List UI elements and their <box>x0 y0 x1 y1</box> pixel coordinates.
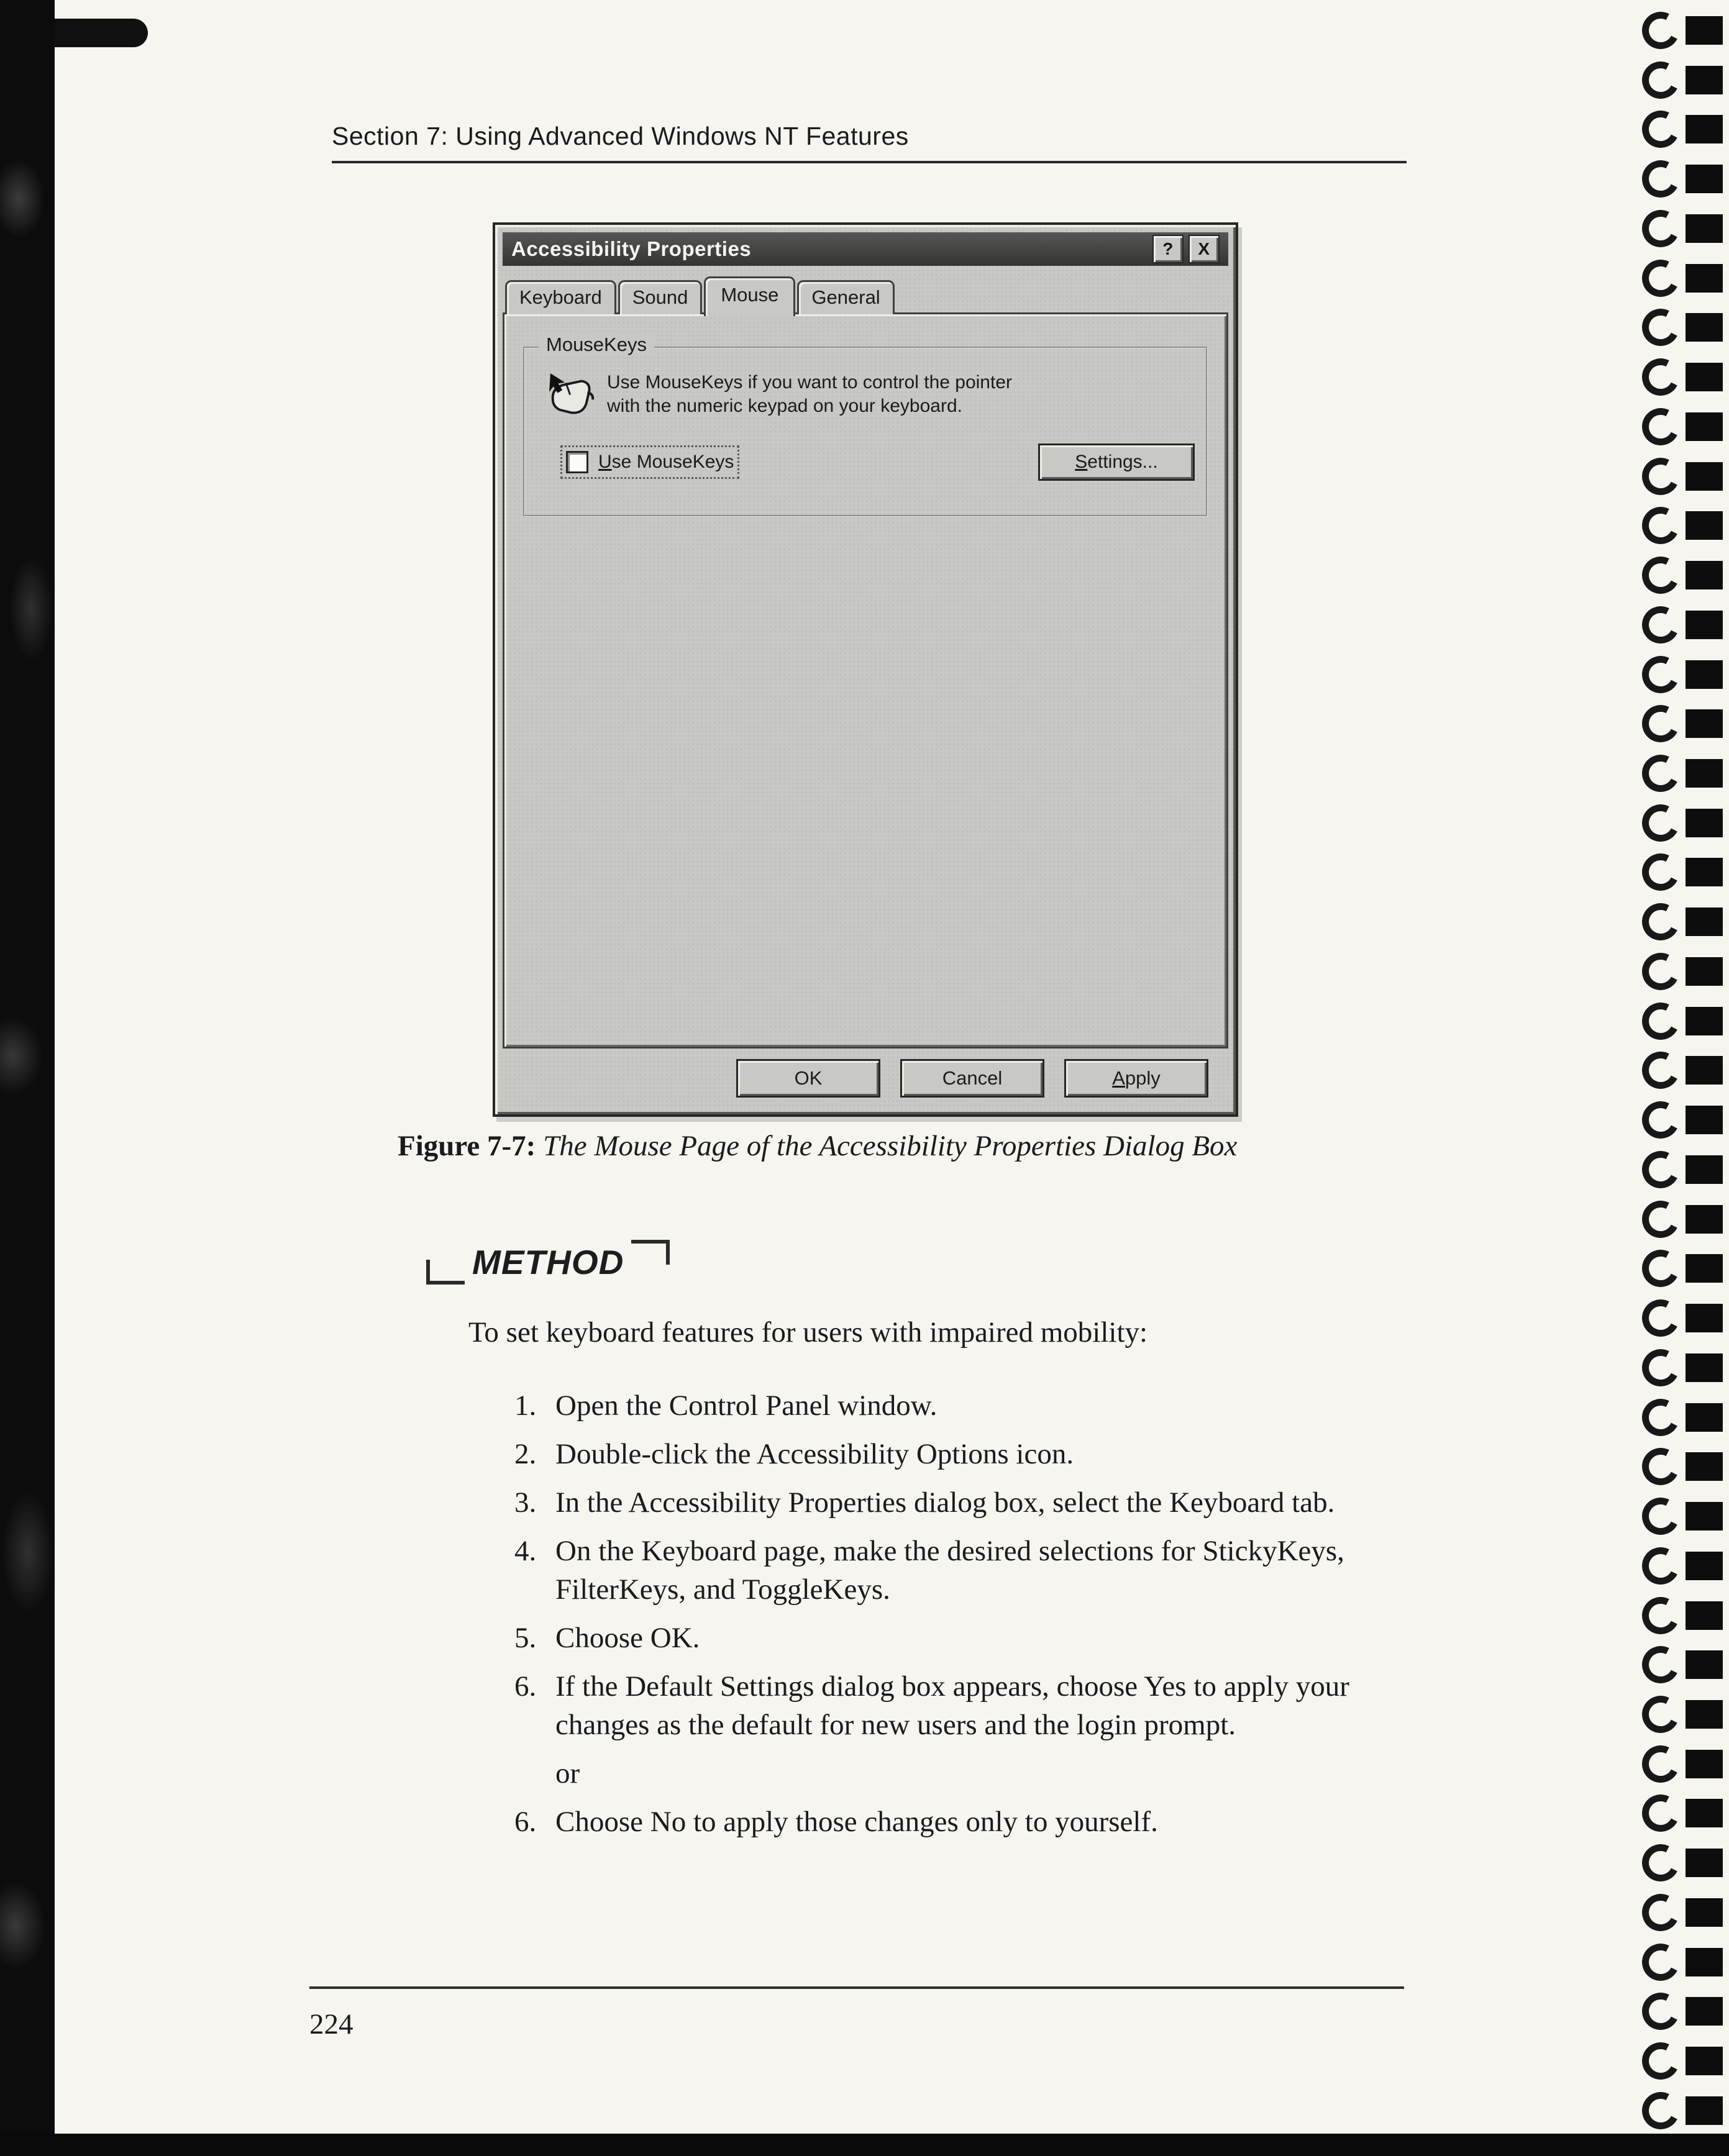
binding-clip-icon <box>1637 1146 1684 1193</box>
scan-top-corner-mark <box>55 19 148 47</box>
dialog-tabstrip <box>501 276 1229 314</box>
tab-mouse[interactable]: Mouse <box>704 276 795 316</box>
binding-ring <box>1605 15 1729 46</box>
binding-hole <box>1686 1799 1723 1827</box>
cancel-button[interactable]: Cancel <box>900 1059 1044 1098</box>
mousekeys-groupbox <box>523 334 1208 517</box>
binding-ring <box>1605 362 1729 393</box>
binding-clip-icon <box>1637 1344 1684 1391</box>
binding-clip-icon <box>1637 1047 1684 1094</box>
step-list <box>514 1386 1384 1841</box>
dialog-titlebar[interactable] <box>503 232 1228 266</box>
binding-ring <box>1605 213 1729 244</box>
binding-clip-icon <box>1637 998 1684 1045</box>
binding-ring <box>1605 1501 1729 1532</box>
binding-hole <box>1686 1898 1723 1927</box>
binding-clip-icon <box>1637 1691 1684 1738</box>
binding-hole <box>1686 1849 1723 1877</box>
binding-clip-icon <box>1637 255 1684 302</box>
binding-ring <box>1605 1402 1729 1433</box>
binding-hole <box>1686 264 1723 293</box>
mousekeys-icon <box>535 371 595 425</box>
binding-clip-icon <box>1637 1839 1684 1886</box>
binding-hole <box>1686 1650 1723 1679</box>
tab-keyboard[interactable]: Keyboard <box>505 280 616 314</box>
settings-button[interactable]: Settings... <box>1038 443 1195 481</box>
binding-hole <box>1686 1452 1723 1481</box>
binding-hole <box>1686 313 1723 342</box>
binding-hole <box>1686 511 1723 540</box>
binding-clip-icon <box>1637 700 1684 747</box>
section-header: Section 7: Using Advanced Windows NT Features <box>332 122 1407 163</box>
binding-clip-icon <box>1637 1493 1684 1540</box>
dialog-button-row <box>501 1048 1229 1108</box>
binding-hole <box>1686 1254 1723 1283</box>
binding-hole <box>1686 759 1723 788</box>
binding-ring <box>1605 1798 1729 1829</box>
binding-hole <box>1686 214 1723 243</box>
binding-clip-icon <box>1637 1196 1684 1243</box>
binding-hole <box>1686 1056 1723 1085</box>
method-heading: METHOD <box>426 1235 670 1291</box>
binding-hole <box>1686 66 1723 94</box>
figure-label: Figure 7-7: <box>398 1130 536 1162</box>
binding-hole <box>1686 1106 1723 1134</box>
binding-clip-icon <box>1637 1939 1684 1986</box>
close-button[interactable]: X <box>1188 235 1220 263</box>
binding-hole <box>1686 1948 1723 1976</box>
spiral-binding <box>1605 15 1729 2126</box>
binding-ring <box>1605 1006 1729 1037</box>
binding-clip-icon <box>1637 1245 1684 1293</box>
binding-ring <box>1605 1303 1729 1334</box>
binding-hole <box>1686 561 1723 589</box>
binding-clip-icon <box>1637 1592 1684 1639</box>
binding-clip-icon <box>1637 1294 1684 1342</box>
binding-clip-icon <box>1637 106 1684 153</box>
binding-ring <box>1605 1104 1729 1135</box>
step-item: 6. If the Default Settings dialog box appears, choose Yes to apply your changes as the default for new users and the login prompt. <box>514 1670 1349 1742</box>
binding-clip-icon <box>1637 57 1684 104</box>
binding-clip-icon <box>1637 552 1684 599</box>
use-mousekeys-label[interactable]: Use MouseKeys <box>598 452 734 472</box>
mousekeys-groupbox-title: MouseKeys <box>539 334 654 356</box>
binding-ring <box>1605 114 1729 145</box>
binding-clip-icon <box>1637 1542 1684 1590</box>
figure-caption <box>398 1129 1367 1163</box>
binding-ring <box>1605 857 1729 888</box>
tab-sound[interactable]: Sound <box>618 280 703 314</box>
binding-hole <box>1686 165 1723 193</box>
binding-ring <box>1605 163 1729 194</box>
binding-ring <box>1605 1352 1729 1383</box>
binding-ring <box>1605 1204 1729 1235</box>
binding-hole <box>1686 1353 1723 1382</box>
binding-clip-icon <box>1637 155 1684 202</box>
step-item: or <box>555 1757 580 1790</box>
binding-clip-icon <box>1637 1394 1684 1441</box>
binding-ring <box>1605 708 1729 739</box>
binding-clip-icon <box>1637 453 1684 500</box>
binding-ring <box>1605 411 1729 442</box>
binding-hole <box>1686 1007 1723 1035</box>
binding-hole <box>1686 2047 1723 2075</box>
binding-clip-icon <box>1637 1988 1684 2035</box>
method-intro: To set keyboard features for users with impaired mobility: <box>468 1316 1148 1349</box>
binding-hole <box>1686 1403 1723 1432</box>
binding-hole <box>1686 1997 1723 2026</box>
scan-bottom-edge <box>0 2134 1729 2156</box>
binding-ring <box>1605 1749 1729 1780</box>
binding-ring <box>1605 65 1729 96</box>
binding-hole <box>1686 1601 1723 1630</box>
binding-ring <box>1605 312 1729 343</box>
binding-clip-icon <box>1637 1740 1684 1788</box>
binding-ring <box>1605 1947 1729 1978</box>
binding-hole <box>1686 709 1723 738</box>
binding-clip-icon <box>1637 750 1684 797</box>
binding-hole <box>1686 1304 1723 1332</box>
binding-ring <box>1605 1649 1729 1680</box>
binding-ring <box>1605 1897 1729 1928</box>
binding-ring <box>1605 2095 1729 2126</box>
binding-clip-icon <box>1637 2037 1684 2085</box>
binding-ring <box>1605 510 1729 541</box>
binding-hole <box>1686 115 1723 143</box>
binding-clip-icon <box>1637 849 1684 896</box>
use-mousekeys-checkbox[interactable] <box>566 451 588 473</box>
binding-ring <box>1605 1055 1729 1086</box>
dialog-title: Accessibility Properties <box>511 237 752 260</box>
binding-clip-icon <box>1637 1096 1684 1144</box>
figure-caption-text: The Mouse Page of the Accessibility Properties Dialog Box <box>543 1130 1238 1162</box>
binding-ring <box>1605 1699 1729 1730</box>
binding-ring <box>1605 659 1729 690</box>
binding-hole <box>1686 16 1723 45</box>
tab-general[interactable]: General <box>797 280 894 314</box>
binding-ring <box>1605 758 1729 789</box>
binding-hole <box>1686 660 1723 689</box>
step-item: 2. Double-click the Accessibility Options icon. <box>514 1438 1074 1471</box>
binding-ring <box>1605 2045 1729 2076</box>
binding-hole <box>1686 2096 1723 2125</box>
binding-hole <box>1686 1205 1723 1234</box>
binding-hole <box>1686 858 1723 886</box>
scan-left-edge <box>0 0 55 2156</box>
binding-clip-icon <box>1637 2087 1684 2134</box>
binding-hole <box>1686 1700 1723 1729</box>
page-footer <box>309 1986 1404 2041</box>
step-item: 3. In the Accessibility Properties dialog box, select the Keyboard tab. <box>514 1486 1335 1519</box>
step-item: 4. On the Keyboard page, make the desired selections for StickyKeys, FilterKeys, and ToggleKeys. <box>514 1535 1344 1606</box>
binding-clip-icon <box>1637 205 1684 252</box>
binding-clip-icon <box>1637 1790 1684 1837</box>
binding-ring <box>1605 1154 1729 1185</box>
binding-hole <box>1686 1155 1723 1184</box>
binding-ring <box>1605 263 1729 294</box>
apply-button[interactable]: Apply <box>1064 1059 1208 1098</box>
binding-ring <box>1605 461 1729 492</box>
binding-ring <box>1605 906 1729 937</box>
help-button[interactable]: ? <box>1152 235 1184 263</box>
binding-clip-icon <box>1637 948 1684 995</box>
binding-clip-icon <box>1637 503 1684 550</box>
binding-hole <box>1686 363 1723 391</box>
binding-hole <box>1686 809 1723 837</box>
binding-ring <box>1605 1550 1729 1581</box>
step-item: 6. Choose No to apply those changes only to yourself. <box>514 1806 1158 1839</box>
use-mousekeys-checkbox-group[interactable] <box>566 451 734 473</box>
binding-clip-icon <box>1637 651 1684 698</box>
binding-clip-icon <box>1637 1889 1684 1936</box>
binding-hole <box>1686 412 1723 441</box>
binding-clip-icon <box>1637 898 1684 945</box>
binding-clip-icon <box>1637 304 1684 352</box>
binding-ring <box>1605 1451 1729 1482</box>
binding-ring <box>1605 1253 1729 1284</box>
binding-ring <box>1605 560 1729 591</box>
binding-hole <box>1686 1502 1723 1531</box>
binding-clip-icon <box>1637 1443 1684 1490</box>
binding-ring <box>1605 956 1729 987</box>
binding-hole <box>1686 907 1723 936</box>
binding-clip-icon <box>1637 601 1684 648</box>
binding-ring <box>1605 1847 1729 1878</box>
ok-button[interactable]: OK <box>736 1059 880 1098</box>
step-item: 5. Choose OK. <box>514 1622 700 1655</box>
binding-ring <box>1605 1600 1729 1631</box>
binding-hole <box>1686 1552 1723 1580</box>
binding-hole <box>1686 957 1723 986</box>
binding-hole <box>1686 462 1723 491</box>
binding-hole <box>1686 611 1723 639</box>
binding-ring <box>1605 1996 1729 2027</box>
binding-clip-icon <box>1637 403 1684 450</box>
binding-hole <box>1686 1750 1723 1778</box>
binding-clip-icon <box>1637 1641 1684 1688</box>
binding-clip-icon <box>1637 7 1684 54</box>
binding-ring <box>1605 807 1729 839</box>
binding-clip-icon <box>1637 353 1684 401</box>
binding-clip-icon <box>1637 799 1684 847</box>
step-item: 1. Open the Control Panel window. <box>514 1390 937 1422</box>
mouse-tab-panel <box>503 312 1228 1048</box>
accessibility-properties-dialog <box>493 222 1238 1117</box>
binding-ring <box>1605 609 1729 640</box>
page-number: 224 <box>309 2008 354 2040</box>
mousekeys-description: Use MouseKeys if you want to control the pointer with the numeric keypad on your keyboard. <box>607 372 1013 416</box>
